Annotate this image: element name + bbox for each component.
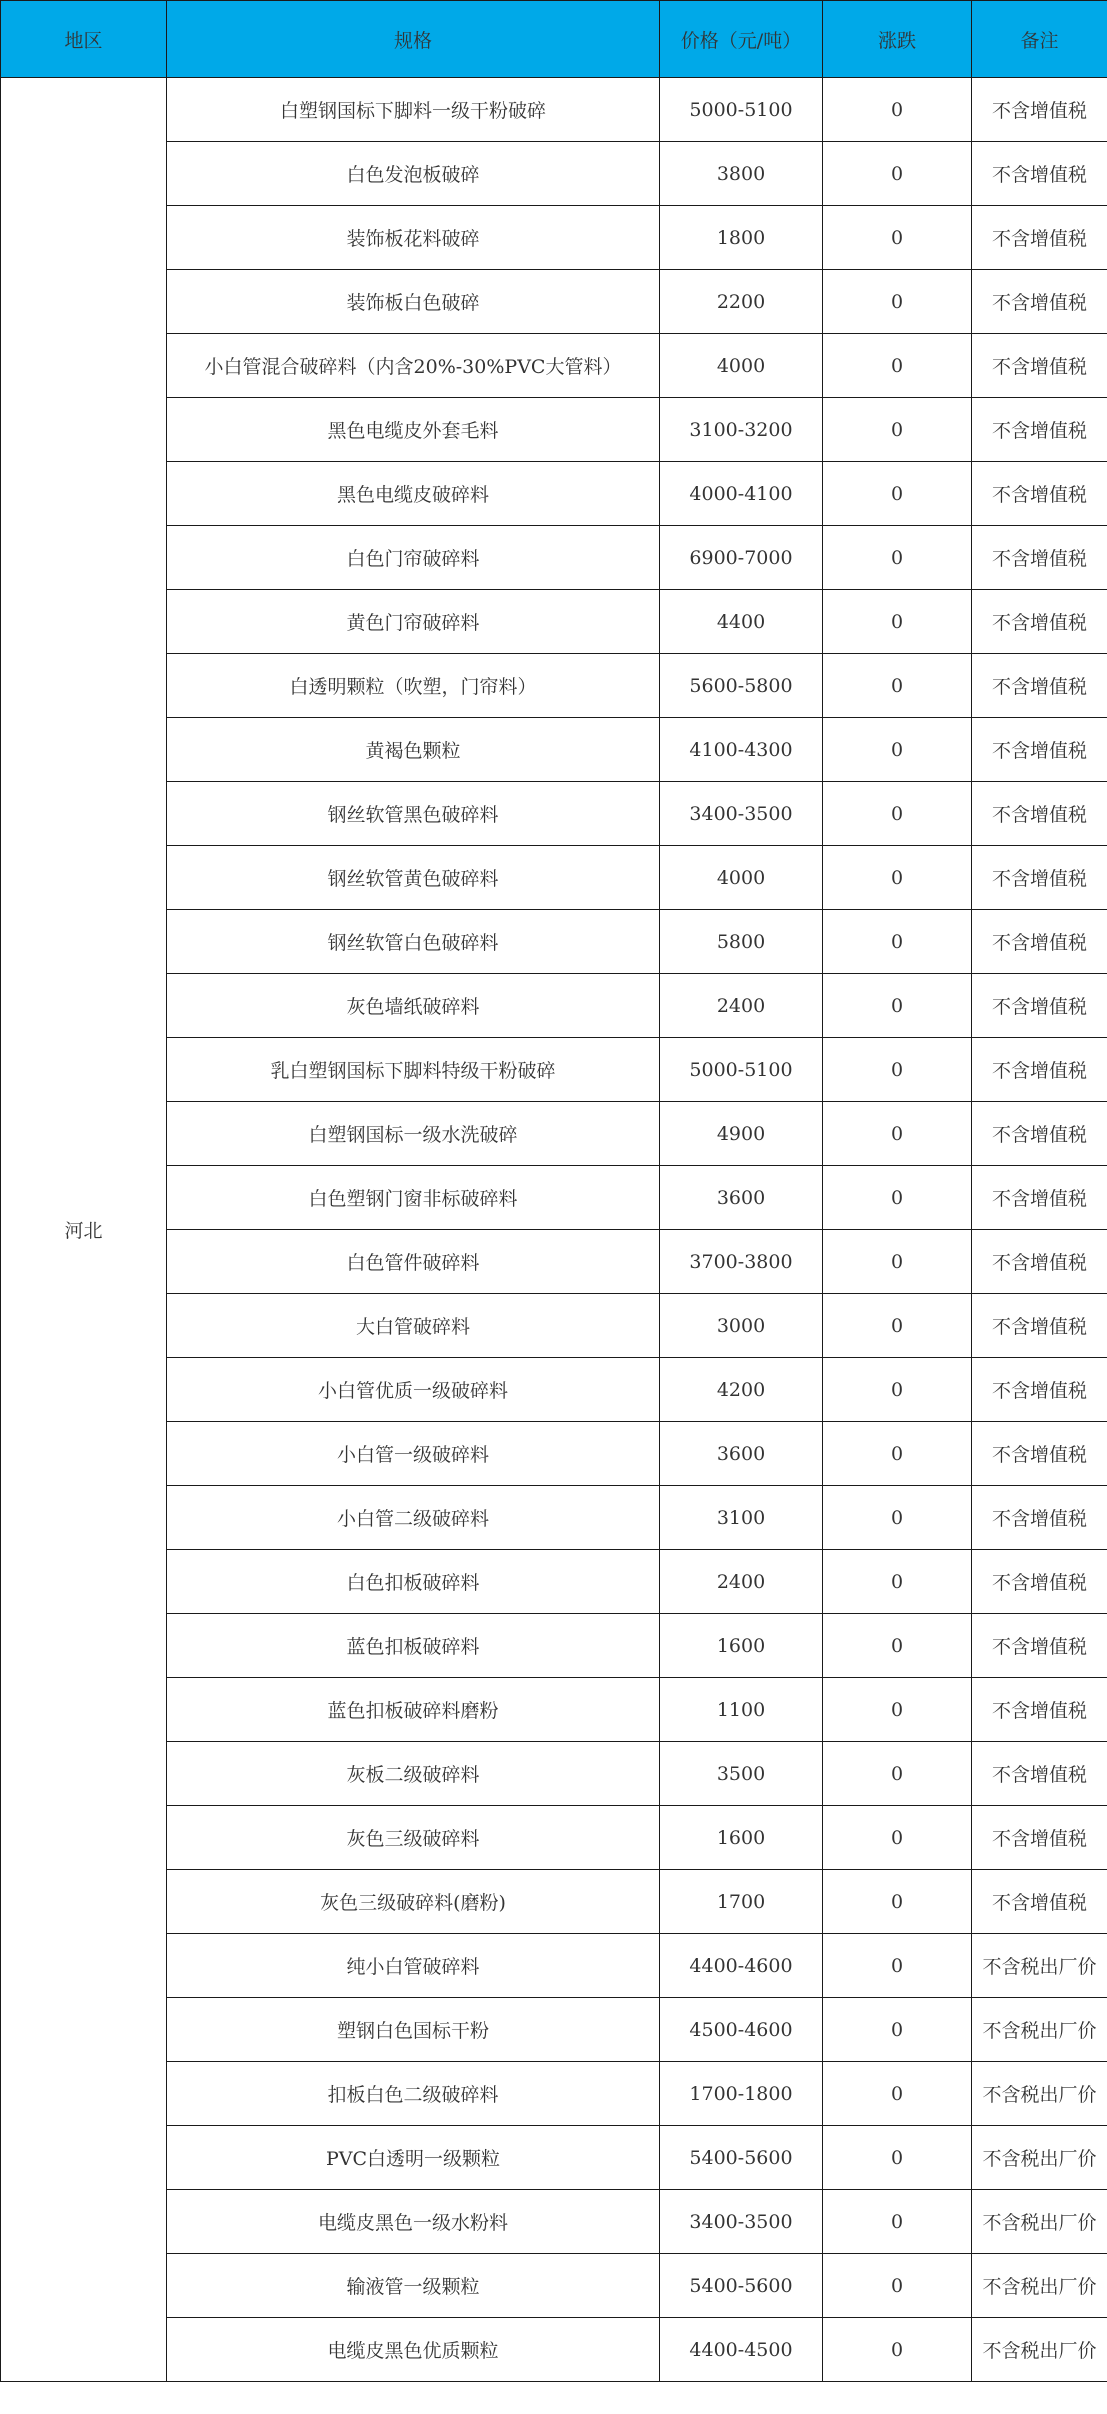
note-cell: 不含增值税	[972, 1806, 1107, 1870]
note-cell: 不含增值税	[972, 1678, 1107, 1742]
price-cell: 3400-3500	[660, 2190, 823, 2254]
note-cell: 不含增值税	[972, 398, 1107, 462]
spec-cell: 小白管一级破碎料	[167, 1422, 660, 1486]
spec-cell: 电缆皮黑色优质颗粒	[167, 2318, 660, 2382]
spec-cell: 小白管优质一级破碎料	[167, 1358, 660, 1422]
note-cell: 不含增值税	[972, 142, 1107, 206]
table-row	[1, 2318, 1107, 2382]
price-cell: 5800	[660, 910, 823, 974]
change-cell: 0	[823, 78, 972, 142]
spec-cell: 白塑钢国标下脚料一级干粉破碎	[167, 78, 660, 142]
change-cell: 0	[823, 1614, 972, 1678]
spec-cell: 装饰板白色破碎	[167, 270, 660, 334]
price-cell: 4500-4600	[660, 1998, 823, 2062]
note-cell: 不含增值税	[972, 1102, 1107, 1166]
price-cell: 4000-4100	[660, 462, 823, 526]
note-cell: 不含增值税	[972, 846, 1107, 910]
note-cell: 不含增值税	[972, 1230, 1107, 1294]
note-cell: 不含增值税	[972, 718, 1107, 782]
price-cell: 6900-7000	[660, 526, 823, 590]
table-row	[1, 782, 1107, 846]
table-row	[1, 78, 1107, 142]
table-row	[1, 206, 1107, 270]
spec-cell: 灰色三级破碎料	[167, 1806, 660, 1870]
note-cell: 不含增值税	[972, 1486, 1107, 1550]
price-cell: 3800	[660, 142, 823, 206]
table-row	[1, 1998, 1107, 2062]
note-cell: 不含税出厂价	[972, 1998, 1107, 2062]
note-cell: 不含增值税	[972, 1614, 1107, 1678]
spec-cell: 白色管件破碎料	[167, 1230, 660, 1294]
change-cell: 0	[823, 590, 972, 654]
price-cell: 3100	[660, 1486, 823, 1550]
price-cell: 2400	[660, 974, 823, 1038]
note-cell: 不含增值税	[972, 1422, 1107, 1486]
note-cell: 不含增值税	[972, 206, 1107, 270]
change-cell: 0	[823, 1038, 972, 1102]
spec-cell: 小白管混合破碎料（内含20%-30%PVC大管料）	[167, 334, 660, 398]
change-cell: 0	[823, 1806, 972, 1870]
change-cell: 0	[823, 846, 972, 910]
spec-cell: 钢丝软管黑色破碎料	[167, 782, 660, 846]
change-cell: 0	[823, 1358, 972, 1422]
change-cell: 0	[823, 1102, 972, 1166]
change-cell: 0	[823, 1550, 972, 1614]
table-row	[1, 1934, 1107, 1998]
note-cell: 不含增值税	[972, 974, 1107, 1038]
note-cell: 不含增值税	[972, 1870, 1107, 1934]
spec-cell: 装饰板花料破碎	[167, 206, 660, 270]
change-cell: 0	[823, 206, 972, 270]
change-cell: 0	[823, 782, 972, 846]
price-cell: 4900	[660, 1102, 823, 1166]
price-cell: 3100-3200	[660, 398, 823, 462]
note-cell: 不含增值税	[972, 334, 1107, 398]
table-row	[1, 462, 1107, 526]
change-cell: 0	[823, 718, 972, 782]
table-row	[1, 526, 1107, 590]
price-cell: 2200	[660, 270, 823, 334]
note-cell: 不含增值税	[972, 526, 1107, 590]
table-row	[1, 1166, 1107, 1230]
table-row	[1, 1102, 1107, 1166]
price-cell: 3700-3800	[660, 1230, 823, 1294]
change-cell: 0	[823, 462, 972, 526]
table-row	[1, 1294, 1107, 1358]
spec-cell: 黄褐色颗粒	[167, 718, 660, 782]
change-cell: 0	[823, 398, 972, 462]
note-cell: 不含增值税	[972, 782, 1107, 846]
table-row	[1, 1678, 1107, 1742]
table-row	[1, 1230, 1107, 1294]
note-cell: 不含增值税	[972, 1742, 1107, 1806]
table-row	[1, 974, 1107, 1038]
price-cell: 1100	[660, 1678, 823, 1742]
table-row	[1, 2062, 1107, 2126]
spec-cell: 灰色墙纸破碎料	[167, 974, 660, 1038]
note-cell: 不含增值税	[972, 78, 1107, 142]
table-body	[1, 78, 1107, 2382]
spec-cell: 塑钢白色国标干粉	[167, 1998, 660, 2062]
note-cell: 不含税出厂价	[972, 2254, 1107, 2318]
price-cell: 5000-5100	[660, 78, 823, 142]
note-cell: 不含税出厂价	[972, 1934, 1107, 1998]
spec-cell: 白色扣板破碎料	[167, 1550, 660, 1614]
price-cell: 3400-3500	[660, 782, 823, 846]
table-row	[1, 2126, 1107, 2190]
price-cell: 3000	[660, 1294, 823, 1358]
table-row	[1, 1422, 1107, 1486]
header-row	[1, 1, 1107, 78]
price-cell: 3600	[660, 1166, 823, 1230]
table-row	[1, 1038, 1107, 1102]
note-cell: 不含增值税	[972, 1038, 1107, 1102]
note-cell: 不含增值税	[972, 270, 1107, 334]
price-cell: 2400	[660, 1550, 823, 1614]
table-row	[1, 654, 1107, 718]
price-cell: 3600	[660, 1422, 823, 1486]
price-cell: 4200	[660, 1358, 823, 1422]
change-cell: 0	[823, 2190, 972, 2254]
note-cell: 不含税出厂价	[972, 2062, 1107, 2126]
table-row	[1, 1742, 1107, 1806]
spec-cell: 白色门帘破碎料	[167, 526, 660, 590]
spec-cell: 白色发泡板破碎	[167, 142, 660, 206]
spec-cell: PVC白透明一级颗粒	[167, 2126, 660, 2190]
spec-cell: 灰板二级破碎料	[167, 1742, 660, 1806]
change-cell: 0	[823, 974, 972, 1038]
note-cell: 不含增值税	[972, 1294, 1107, 1358]
note-cell: 不含增值税	[972, 462, 1107, 526]
price-cell: 3500	[660, 1742, 823, 1806]
change-cell: 0	[823, 1934, 972, 1998]
change-cell: 0	[823, 1230, 972, 1294]
spec-cell: 黄色门帘破碎料	[167, 590, 660, 654]
table-row	[1, 1486, 1107, 1550]
change-cell: 0	[823, 1486, 972, 1550]
note-cell: 不含增值税	[972, 654, 1107, 718]
spec-cell: 黑色电缆皮外套毛料	[167, 398, 660, 462]
table-row	[1, 398, 1107, 462]
spec-cell: 黑色电缆皮破碎料	[167, 462, 660, 526]
table-row	[1, 910, 1107, 974]
change-cell: 0	[823, 1294, 972, 1358]
spec-cell: 小白管二级破碎料	[167, 1486, 660, 1550]
note-cell: 不含增值税	[972, 1166, 1107, 1230]
price-cell: 4000	[660, 846, 823, 910]
table-row	[1, 2190, 1107, 2254]
note-cell: 不含增值税	[972, 910, 1107, 974]
table-row	[1, 334, 1107, 398]
header-region: 地区	[1, 1, 167, 78]
price-cell: 5400-5600	[660, 2126, 823, 2190]
note-cell: 不含税出厂价	[972, 2126, 1107, 2190]
price-cell: 4400-4600	[660, 1934, 823, 1998]
table-row	[1, 142, 1107, 206]
spec-cell: 灰色三级破碎料(磨粉)	[167, 1870, 660, 1934]
table-row	[1, 718, 1107, 782]
table-row	[1, 590, 1107, 654]
change-cell: 0	[823, 526, 972, 590]
region-cell: 河北	[1, 78, 167, 2382]
note-cell: 不含增值税	[972, 1358, 1107, 1422]
change-cell: 0	[823, 910, 972, 974]
change-cell: 0	[823, 142, 972, 206]
spec-cell: 白塑钢国标一级水洗破碎	[167, 1102, 660, 1166]
change-cell: 0	[823, 654, 972, 718]
change-cell: 0	[823, 1870, 972, 1934]
price-cell: 5600-5800	[660, 654, 823, 718]
note-cell: 不含增值税	[972, 590, 1107, 654]
price-cell: 1800	[660, 206, 823, 270]
change-cell: 0	[823, 2126, 972, 2190]
note-cell: 不含税出厂价	[972, 2190, 1107, 2254]
spec-cell: 纯小白管破碎料	[167, 1934, 660, 1998]
spec-cell: 乳白塑钢国标下脚料特级干粉破碎	[167, 1038, 660, 1102]
price-cell: 4000	[660, 334, 823, 398]
table-row	[1, 846, 1107, 910]
table-row	[1, 1550, 1107, 1614]
spec-cell: 扣板白色二级破碎料	[167, 2062, 660, 2126]
price-cell: 1700	[660, 1870, 823, 1934]
table-row	[1, 1870, 1107, 1934]
table-row	[1, 1614, 1107, 1678]
spec-cell: 电缆皮黑色一级水粉料	[167, 2190, 660, 2254]
header-price: 价格（元/吨）	[660, 1, 823, 78]
table-row	[1, 1358, 1107, 1422]
price-cell: 4400-4500	[660, 2318, 823, 2382]
spec-cell: 钢丝软管白色破碎料	[167, 910, 660, 974]
change-cell: 0	[823, 1998, 972, 2062]
price-cell: 1600	[660, 1806, 823, 1870]
change-cell: 0	[823, 270, 972, 334]
price-cell: 1600	[660, 1614, 823, 1678]
change-cell: 0	[823, 1742, 972, 1806]
spec-cell: 输液管一级颗粒	[167, 2254, 660, 2318]
change-cell: 0	[823, 1678, 972, 1742]
price-cell: 5000-5100	[660, 1038, 823, 1102]
spec-cell: 白透明颗粒（吹塑，门帘料）	[167, 654, 660, 718]
header-spec: 规格	[167, 1, 660, 78]
note-cell: 不含税出厂价	[972, 2318, 1107, 2382]
table-row	[1, 1806, 1107, 1870]
price-cell: 4400	[660, 590, 823, 654]
price-cell: 1700-1800	[660, 2062, 823, 2126]
change-cell: 0	[823, 1422, 972, 1486]
price-cell: 5400-5600	[660, 2254, 823, 2318]
header-change: 涨跌	[823, 1, 972, 78]
change-cell: 0	[823, 334, 972, 398]
change-cell: 0	[823, 2254, 972, 2318]
change-cell: 0	[823, 2318, 972, 2382]
spec-cell: 蓝色扣板破碎料磨粉	[167, 1678, 660, 1742]
table-row	[1, 270, 1107, 334]
header-note: 备注	[972, 1, 1107, 78]
spec-cell: 白色塑钢门窗非标破碎料	[167, 1166, 660, 1230]
price-cell: 4100-4300	[660, 718, 823, 782]
note-cell: 不含增值税	[972, 1550, 1107, 1614]
spec-cell: 大白管破碎料	[167, 1294, 660, 1358]
table-row	[1, 2254, 1107, 2318]
change-cell: 0	[823, 2062, 972, 2126]
spec-cell: 钢丝软管黄色破碎料	[167, 846, 660, 910]
spec-cell: 蓝色扣板破碎料	[167, 1614, 660, 1678]
change-cell: 0	[823, 1166, 972, 1230]
